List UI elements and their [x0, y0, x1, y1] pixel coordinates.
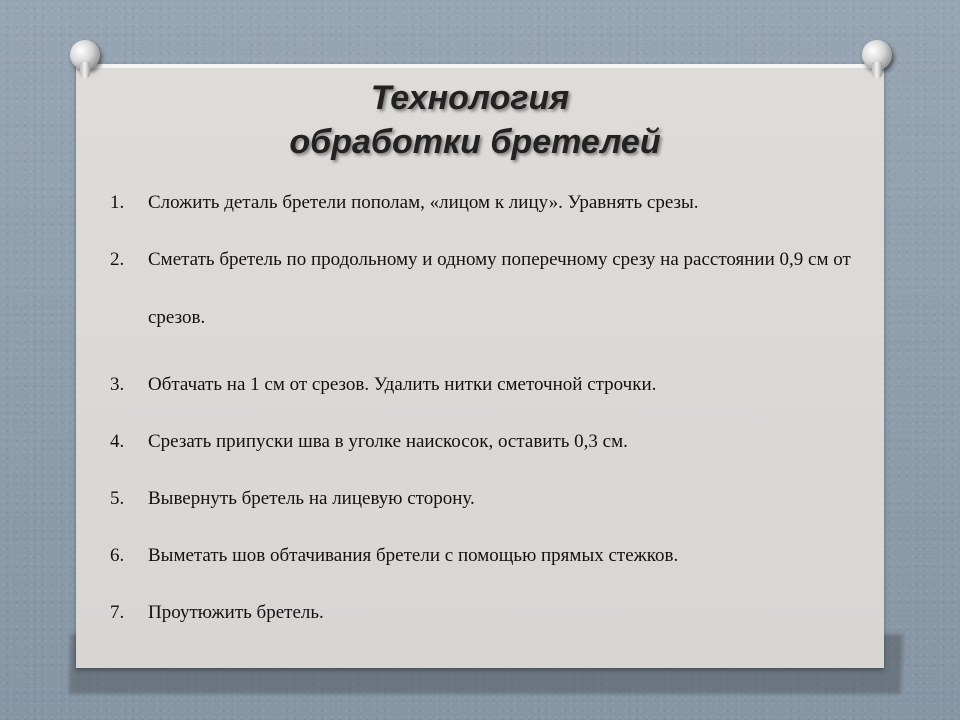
slide-title	[76, 76, 884, 164]
step-text: Вывернуть бретель на лицевую сторону.	[148, 488, 475, 509]
step-text: Сложить деталь бретели пополам, «лицом к лицу». Уравнять срезы.	[148, 192, 699, 213]
pushpin-icon	[70, 40, 100, 70]
list-item	[110, 241, 870, 347]
step-text: Проутюжить бретель.	[148, 602, 324, 623]
list-item	[110, 184, 870, 222]
step-text: Срезать припуски шва в уголке наискосок, оставить 0,3 см.	[148, 431, 628, 452]
step-number: 3.	[110, 374, 125, 395]
step-number: 7.	[110, 602, 125, 623]
step-text: Сметать бретель по продольному и одному поперечному срезу на расстоянии 0,9 см от срезов.	[148, 249, 851, 328]
steps-list	[110, 184, 870, 651]
title-line-2: обработки бретелей	[289, 123, 661, 161]
list-item	[110, 594, 870, 632]
step-number: 2.	[110, 249, 125, 270]
step-number: 6.	[110, 545, 125, 566]
list-item	[110, 537, 870, 575]
list-item	[110, 366, 870, 404]
step-number: 4.	[110, 431, 125, 452]
step-text: Выметать шов обтачивания бретели с помощью прямых стежков.	[148, 545, 679, 566]
title-line-1: Технология	[370, 79, 570, 117]
pushpin-icon	[862, 40, 892, 70]
list-item	[110, 480, 870, 518]
step-number: 1.	[110, 192, 125, 213]
list-item	[110, 423, 870, 461]
step-text: Обтачать на 1 см от срезов. Удалить нитки сметочной строчки.	[148, 374, 657, 395]
step-number: 5.	[110, 488, 125, 509]
